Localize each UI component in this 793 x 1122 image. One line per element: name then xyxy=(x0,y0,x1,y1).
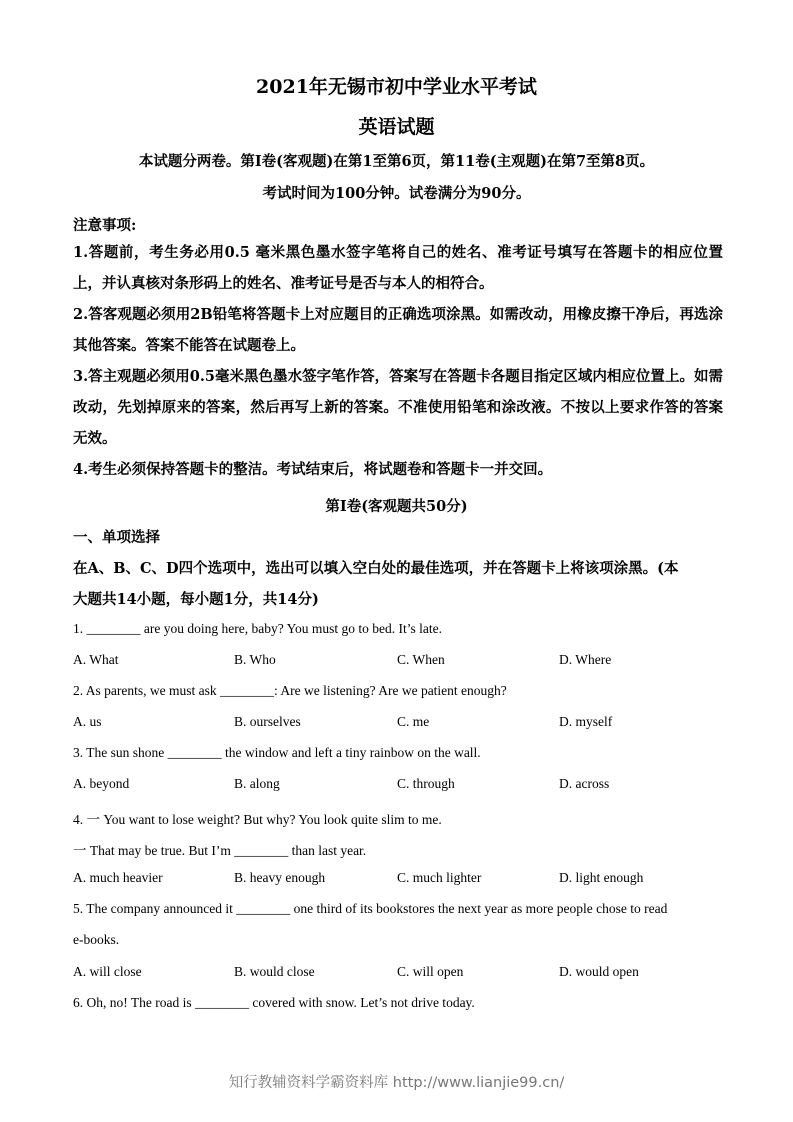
q2-option-c: C. me xyxy=(397,714,430,729)
exam-info-line-1: 本试题分两卷。第I卷(客观题)在第1至第6页，第11卷(主观题)在第7至第8页。 xyxy=(138,153,655,170)
question-6: 6. Oh, no! The road is ________ covered with snow. Let’s not drive today. xyxy=(73,995,475,1010)
q2-option-a: A. us xyxy=(73,714,102,729)
footer-watermark: 知行教辅资料学霸资料库 http://www.lianjie99.cn/ xyxy=(228,1075,565,1091)
q4-option-d: D. light enough xyxy=(559,870,644,885)
exam-info-line-2: 考试时间为100分钟。试卷满分为90分。 xyxy=(262,185,531,202)
q4-option-b: B. heavy enough xyxy=(234,870,326,885)
part-title: 第I卷(客观题共50分) xyxy=(325,498,468,515)
notice-item: 1.答题前，考生务必用0.5 毫米黑色墨水签字笔将自己的姓名、准考证号填写在答题卡的相应位置上，并认真核对条形码上的姓名、准考证号是否与本人的相符合。 xyxy=(73,244,723,292)
q5-option-c: C. will open xyxy=(397,964,464,979)
q4-option-a: A. much heavier xyxy=(73,870,163,885)
q3-option-c: C. through xyxy=(397,776,455,791)
q5-option-b: B. would close xyxy=(234,964,315,979)
q1-option-a: A. What xyxy=(73,652,119,667)
q1-option-b: B. Who xyxy=(234,652,276,667)
question-4-line-2: 一 That may be true. But I’m ________ than last year. xyxy=(73,843,367,858)
q5-option-a: A. will close xyxy=(73,964,142,979)
notice-list xyxy=(73,237,723,485)
notice-item: 2.答客观题必须用2B铅笔将答题卡上对应题目的正确选项涂黑。如需改动，用橡皮擦干净后，再选涂其他答案。答案不能答在试题卷上。 xyxy=(73,306,723,354)
q3-option-b: B. along xyxy=(234,776,280,791)
question-3: 3. The sun shone ________ the window and left a tiny rainbow on the wall. xyxy=(73,745,481,760)
exam-title: 2021年无锡市初中学业水平考试 xyxy=(256,76,537,98)
question-1: 1. ________ are you doing here, baby? You must go to bed. It’s late. xyxy=(73,621,442,636)
question-2: 2. As parents, we must ask ________: Are we listening? Are we patient enough? xyxy=(73,683,507,698)
question-4-line-1: 4. 一 You want to lose weight? But why? You look quite slim to me. xyxy=(73,812,442,827)
notice-item: 3.答主观题必须用0.5毫米黑色墨水签字笔作答，答案写在答题卡各题目指定区域内相应位置上。如需改动，先划掉原来的答案，然后再写上新的答案。不准使用铅笔和涂改液。不按以上要求作答的答案无效。 xyxy=(73,368,723,447)
q4-option-c: C. much lighter xyxy=(397,870,482,885)
section-heading: 一、单项选择 xyxy=(73,529,160,546)
q1-option-c: C. When xyxy=(397,652,445,667)
q3-option-a: A. beyond xyxy=(73,776,130,791)
q5-option-d: D. would open xyxy=(559,964,639,979)
q2-option-b: B. ourselves xyxy=(234,714,301,729)
notice-heading: 注意事项: xyxy=(73,217,137,234)
section-instruction-line-2: 大题共14小题，每小题1分，共14分) xyxy=(73,591,319,608)
q2-option-d: D. myself xyxy=(559,714,613,729)
exam-subject: 英语试题 xyxy=(358,116,435,138)
question-5-line-2: e-books. xyxy=(73,932,120,947)
question-5-line-1: 5. The company announced it ________ one third of its bookstores the next year as more people chose to read xyxy=(73,901,668,916)
q1-option-d: D. Where xyxy=(559,652,612,667)
section-instruction-line-1: 在A、B、C、D四个选项中，选出可以填入空白处的最佳选项，并在答题卡上将该项涂黑。(本 xyxy=(73,560,679,577)
q3-option-d: D. across xyxy=(559,776,610,791)
notice-item: 4.考生必须保持答题卡的整洁。考试结束后，将试题卷和答题卡一并交回。 xyxy=(73,461,553,478)
